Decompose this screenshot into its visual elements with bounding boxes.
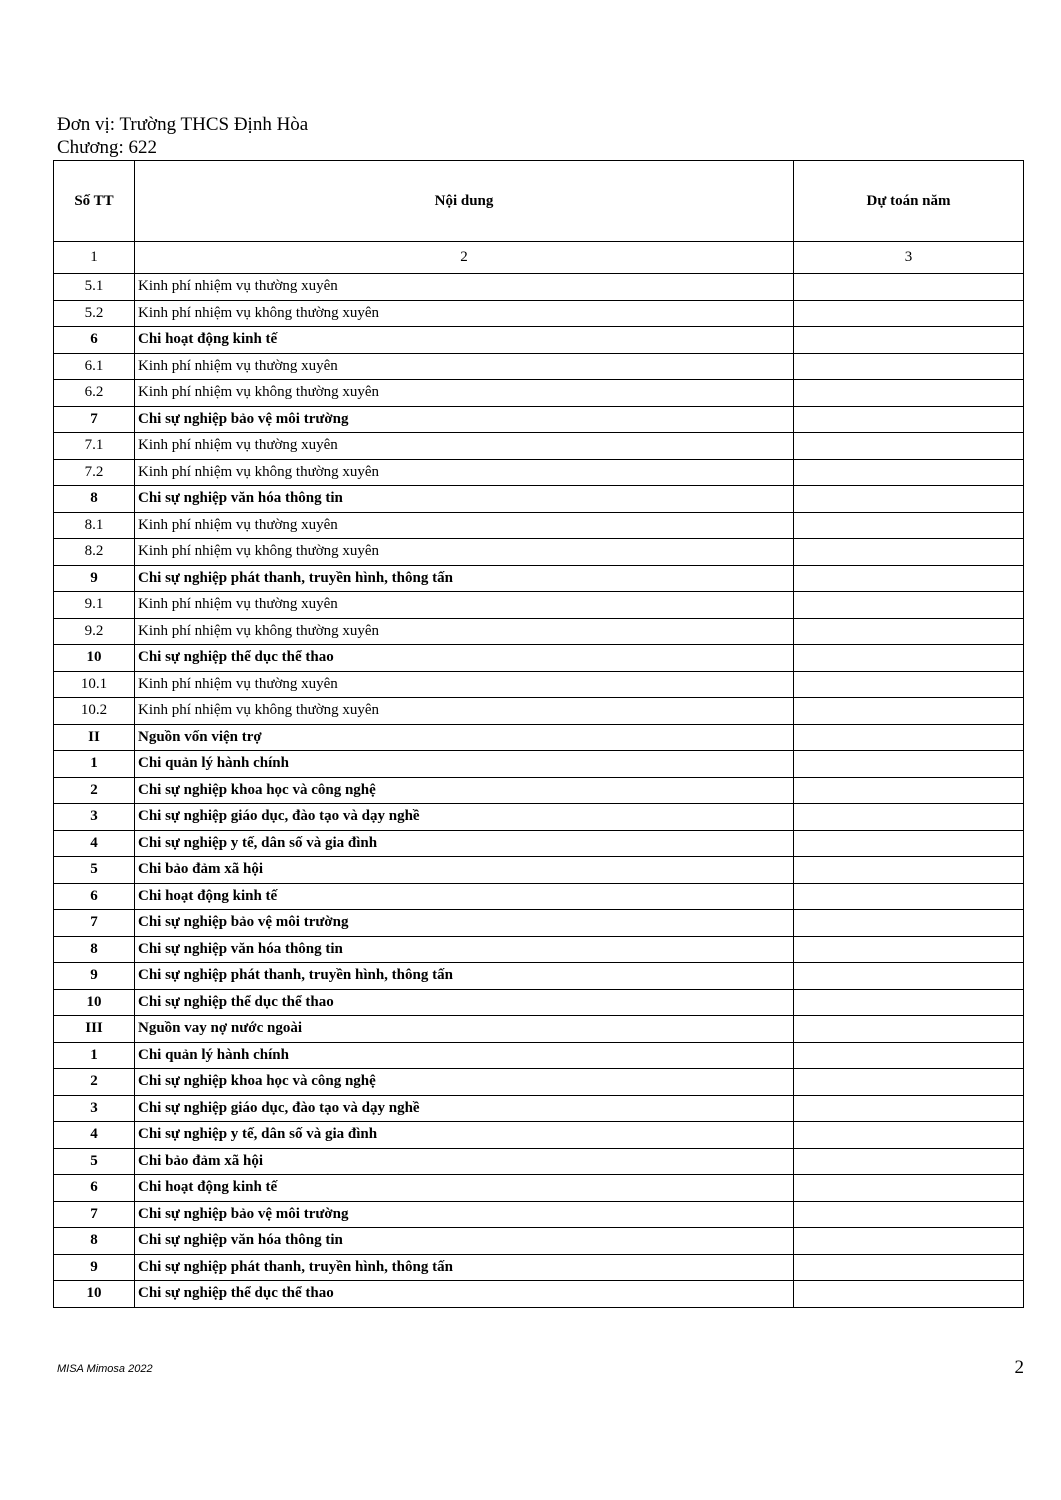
row-amount [794, 353, 1024, 380]
row-stt: 4 [54, 1122, 135, 1149]
table-row [54, 1016, 1024, 1043]
row-amount [794, 963, 1024, 990]
table-row [54, 804, 1024, 831]
row-content: Chi sự nghiệp văn hóa thông tin [135, 936, 794, 963]
row-content: Chi sự nghiệp văn hóa thông tin [135, 1228, 794, 1255]
table-row [54, 1148, 1024, 1175]
row-amount [794, 830, 1024, 857]
table-row [54, 459, 1024, 486]
row-stt: 3 [54, 1095, 135, 1122]
row-content: Chi sự nghiệp giáo dục, đào tạo và dạy nghề [135, 804, 794, 831]
row-stt: 6 [54, 1175, 135, 1202]
row-stt: 8 [54, 486, 135, 513]
row-amount [794, 1042, 1024, 1069]
row-amount [794, 618, 1024, 645]
row-stt: 3 [54, 804, 135, 831]
row-amount [794, 539, 1024, 566]
row-amount [794, 1281, 1024, 1308]
row-stt: 4 [54, 830, 135, 857]
table-row [54, 380, 1024, 407]
table-row [54, 300, 1024, 327]
table-row [54, 698, 1024, 725]
row-content: Chi sự nghiệp giáo dục, đào tạo và dạy nghề [135, 1095, 794, 1122]
row-stt: 10 [54, 645, 135, 672]
table-row [54, 1228, 1024, 1255]
row-amount [794, 327, 1024, 354]
row-amount [794, 1069, 1024, 1096]
row-content: Chi hoạt động kinh tế [135, 883, 794, 910]
table-row [54, 512, 1024, 539]
row-content: Kinh phí nhiệm vụ không thường xuyên [135, 539, 794, 566]
row-content: Kinh phí nhiệm vụ thường xuyên [135, 433, 794, 460]
row-stt: III [54, 1016, 135, 1043]
table-row [54, 751, 1024, 778]
row-content: Chi quản lý hành chính [135, 1042, 794, 1069]
row-stt: 8.1 [54, 512, 135, 539]
row-content: Kinh phí nhiệm vụ không thường xuyên [135, 698, 794, 725]
table-row [54, 671, 1024, 698]
row-amount [794, 1095, 1024, 1122]
row-content: Kinh phí nhiệm vụ không thường xuyên [135, 618, 794, 645]
table-row [54, 910, 1024, 937]
table-row [54, 777, 1024, 804]
page-number: 2 [1014, 1357, 1024, 1378]
row-stt: 7 [54, 406, 135, 433]
row-amount [794, 1175, 1024, 1202]
row-amount [794, 459, 1024, 486]
row-stt: 2 [54, 1069, 135, 1096]
row-content: Kinh phí nhiệm vụ không thường xuyên [135, 300, 794, 327]
row-content: Chi hoạt động kinh tế [135, 327, 794, 354]
row-stt: 6 [54, 883, 135, 910]
row-amount [794, 512, 1024, 539]
row-content: Chi sự nghiệp thể dục thể thao [135, 645, 794, 672]
table-row [54, 1042, 1024, 1069]
row-stt: 6 [54, 327, 135, 354]
footer-brand: MISA Mimosa 2022 [57, 1363, 153, 1375]
table-row [54, 433, 1024, 460]
row-stt: 2 [54, 777, 135, 804]
table-row [54, 1281, 1024, 1308]
row-amount [794, 592, 1024, 619]
table-row [54, 327, 1024, 354]
row-content: Nguồn vay nợ nước ngoài [135, 1016, 794, 1043]
row-content: Chi sự nghiệp phát thanh, truyền hình, thông tấn [135, 565, 794, 592]
table-row [54, 1069, 1024, 1096]
table-row [54, 406, 1024, 433]
chapter-label: Chương: 622 [57, 137, 158, 158]
row-content: Kinh phí nhiệm vụ thường xuyên [135, 353, 794, 380]
column-index-amount: 3 [794, 242, 1024, 274]
row-content: Chi hoạt động kinh tế [135, 1175, 794, 1202]
row-content: Chi sự nghiệp văn hóa thông tin [135, 486, 794, 513]
table-row [54, 539, 1024, 566]
table-body [54, 274, 1024, 1308]
row-amount [794, 486, 1024, 513]
row-stt: 5.2 [54, 300, 135, 327]
row-content: Chi sự nghiệp bảo vệ môi trường [135, 910, 794, 937]
row-content: Kinh phí nhiệm vụ thường xuyên [135, 671, 794, 698]
row-amount [794, 910, 1024, 937]
row-amount [794, 857, 1024, 884]
table-row [54, 486, 1024, 513]
row-content: Chi sự nghiệp khoa học và công nghệ [135, 777, 794, 804]
table-row [54, 353, 1024, 380]
table-row [54, 618, 1024, 645]
row-amount [794, 1148, 1024, 1175]
row-amount [794, 804, 1024, 831]
row-stt: 7 [54, 910, 135, 937]
row-stt: 10 [54, 989, 135, 1016]
row-amount [794, 989, 1024, 1016]
table-header-row [54, 161, 1024, 242]
row-stt: 9.2 [54, 618, 135, 645]
table-row [54, 963, 1024, 990]
row-stt: 8 [54, 936, 135, 963]
row-amount [794, 1122, 1024, 1149]
table-row [54, 592, 1024, 619]
row-content: Nguồn vốn viện trợ [135, 724, 794, 751]
row-amount [794, 777, 1024, 804]
row-stt: 6.2 [54, 380, 135, 407]
row-amount [794, 645, 1024, 672]
table-row [54, 883, 1024, 910]
column-index-stt: 1 [54, 242, 135, 274]
table-row [54, 724, 1024, 751]
table-row [54, 989, 1024, 1016]
budget-table [53, 160, 1024, 1308]
row-amount [794, 1254, 1024, 1281]
row-content: Chi bảo đảm xã hội [135, 1148, 794, 1175]
row-content: Kinh phí nhiệm vụ không thường xuyên [135, 380, 794, 407]
row-amount [794, 1228, 1024, 1255]
table-row [54, 1175, 1024, 1202]
row-amount [794, 565, 1024, 592]
row-content: Chi quản lý hành chính [135, 751, 794, 778]
row-content: Chi sự nghiệp y tế, dân số và gia đình [135, 1122, 794, 1149]
row-stt: 10.2 [54, 698, 135, 725]
row-stt: 8 [54, 1228, 135, 1255]
row-amount [794, 936, 1024, 963]
column-header-stt: Số TT [54, 161, 135, 242]
row-stt: 8.2 [54, 539, 135, 566]
row-content: Chi sự nghiệp bảo vệ môi trường [135, 1201, 794, 1228]
row-stt: 9.1 [54, 592, 135, 619]
row-content: Chi sự nghiệp bảo vệ môi trường [135, 406, 794, 433]
row-stt: 1 [54, 751, 135, 778]
row-amount [794, 751, 1024, 778]
row-stt: 9 [54, 1254, 135, 1281]
table-row [54, 1201, 1024, 1228]
row-content: Chi sự nghiệp thể dục thể thao [135, 989, 794, 1016]
row-amount [794, 724, 1024, 751]
row-stt: 10 [54, 1281, 135, 1308]
table-row [54, 565, 1024, 592]
row-stt: 9 [54, 963, 135, 990]
row-stt: 5.1 [54, 274, 135, 301]
row-amount [794, 698, 1024, 725]
column-index-content: 2 [135, 242, 794, 274]
row-stt: 7.2 [54, 459, 135, 486]
row-stt: 6.1 [54, 353, 135, 380]
row-content: Chi sự nghiệp phát thanh, truyền hình, thông tấn [135, 1254, 794, 1281]
row-amount [794, 433, 1024, 460]
column-header-content: Nội dung [135, 161, 794, 242]
row-content: Chi sự nghiệp phát thanh, truyền hình, thông tấn [135, 963, 794, 990]
table-row [54, 274, 1024, 301]
table-row [54, 830, 1024, 857]
row-content: Chi sự nghiệp khoa học và công nghệ [135, 1069, 794, 1096]
row-stt: 5 [54, 1148, 135, 1175]
table-row [54, 1122, 1024, 1149]
row-content: Kinh phí nhiệm vụ thường xuyên [135, 512, 794, 539]
row-amount [794, 274, 1024, 301]
row-content: Chi sự nghiệp thể dục thể thao [135, 1281, 794, 1308]
row-stt: 10.1 [54, 671, 135, 698]
row-content: Kinh phí nhiệm vụ không thường xuyên [135, 459, 794, 486]
row-content: Chi sự nghiệp y tế, dân số và gia đình [135, 830, 794, 857]
row-stt: II [54, 724, 135, 751]
table-row [54, 857, 1024, 884]
table-row [54, 1254, 1024, 1281]
unit-label: Đơn vị: Trường THCS Định Hòa [57, 114, 309, 135]
table-row [54, 645, 1024, 672]
row-content: Kinh phí nhiệm vụ thường xuyên [135, 274, 794, 301]
row-amount [794, 300, 1024, 327]
row-stt: 7.1 [54, 433, 135, 460]
row-amount [794, 406, 1024, 433]
row-stt: 9 [54, 565, 135, 592]
row-amount [794, 1201, 1024, 1228]
row-amount [794, 1016, 1024, 1043]
row-amount [794, 380, 1024, 407]
row-content: Kinh phí nhiệm vụ thường xuyên [135, 592, 794, 619]
row-content: Chi bảo đảm xã hội [135, 857, 794, 884]
column-header-amount: Dự toán năm [794, 161, 1024, 242]
table-row [54, 1095, 1024, 1122]
row-amount [794, 671, 1024, 698]
table-row [54, 936, 1024, 963]
row-amount [794, 883, 1024, 910]
row-stt: 1 [54, 1042, 135, 1069]
row-stt: 7 [54, 1201, 135, 1228]
row-stt: 5 [54, 857, 135, 884]
column-index-row [54, 242, 1024, 274]
